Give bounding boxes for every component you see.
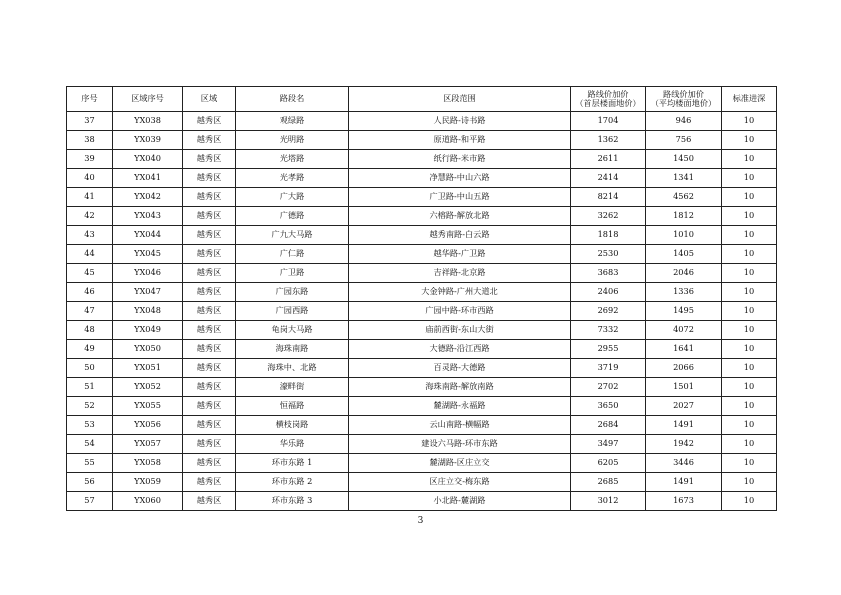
cell-road: 光塔路 <box>236 150 349 169</box>
table-row <box>67 150 777 169</box>
column-header-road <box>236 87 349 112</box>
table-row <box>67 473 777 492</box>
cell-district: 越秀区 <box>183 226 236 245</box>
cell-range: 人民路-诗书路 <box>349 112 571 131</box>
cell-price_avg: 1491 <box>646 416 722 435</box>
table-row <box>67 207 777 226</box>
cell-depth: 10 <box>722 207 777 226</box>
table-body <box>67 112 777 511</box>
cell-depth: 10 <box>722 169 777 188</box>
cell-district: 越秀区 <box>183 321 236 340</box>
cell-range: 广卫路-中山五路 <box>349 188 571 207</box>
cell-road: 龟岗大马路 <box>236 321 349 340</box>
cell-seq: 44 <box>67 245 113 264</box>
column-header-range <box>349 87 571 112</box>
cell-price_ground: 3497 <box>571 435 646 454</box>
cell-depth: 10 <box>722 340 777 359</box>
cell-price_ground: 2406 <box>571 283 646 302</box>
table-row <box>67 188 777 207</box>
cell-range: 庙前西街-东山大街 <box>349 321 571 340</box>
cell-seq: 49 <box>67 340 113 359</box>
cell-range: 云山南路-横幅路 <box>349 416 571 435</box>
cell-price_avg: 1341 <box>646 169 722 188</box>
cell-code: YX056 <box>113 416 183 435</box>
cell-price_ground: 3650 <box>571 397 646 416</box>
table-row <box>67 378 777 397</box>
table-row <box>67 169 777 188</box>
cell-district: 越秀区 <box>183 473 236 492</box>
cell-depth: 10 <box>722 378 777 397</box>
cell-road: 观绿路 <box>236 112 349 131</box>
cell-range: 广园中路-环市西路 <box>349 302 571 321</box>
cell-range: 麓湖路-永福路 <box>349 397 571 416</box>
cell-depth: 10 <box>722 416 777 435</box>
table-row <box>67 454 777 473</box>
cell-depth: 10 <box>722 150 777 169</box>
table-row <box>67 264 777 283</box>
cell-price_avg: 946 <box>646 112 722 131</box>
cell-district: 越秀区 <box>183 416 236 435</box>
table-row <box>67 112 777 131</box>
cell-depth: 10 <box>722 226 777 245</box>
cell-seq: 39 <box>67 150 113 169</box>
cell-road: 濠畔街 <box>236 378 349 397</box>
cell-road: 海珠南路 <box>236 340 349 359</box>
cell-price_avg: 1495 <box>646 302 722 321</box>
cell-depth: 10 <box>722 454 777 473</box>
table-row <box>67 226 777 245</box>
cell-seq: 56 <box>67 473 113 492</box>
cell-depth: 10 <box>722 302 777 321</box>
cell-price_avg: 1450 <box>646 150 722 169</box>
cell-price_ground: 2684 <box>571 416 646 435</box>
cell-seq: 46 <box>67 283 113 302</box>
table-row <box>67 435 777 454</box>
cell-depth: 10 <box>722 283 777 302</box>
cell-code: YX043 <box>113 207 183 226</box>
cell-range: 麓湖路-区庄立交 <box>349 454 571 473</box>
cell-district: 越秀区 <box>183 359 236 378</box>
cell-road: 广大路 <box>236 188 349 207</box>
column-header-code-line: 区域序号 <box>131 93 164 104</box>
cell-code: YX048 <box>113 302 183 321</box>
cell-district: 越秀区 <box>183 340 236 359</box>
cell-code: YX059 <box>113 473 183 492</box>
cell-code: YX047 <box>113 283 183 302</box>
cell-depth: 10 <box>722 473 777 492</box>
cell-range: 大德路-沿江西路 <box>349 340 571 359</box>
cell-price_avg: 3446 <box>646 454 722 473</box>
page-number: 3 <box>417 516 424 526</box>
table-row <box>67 131 777 150</box>
cell-code: YX039 <box>113 131 183 150</box>
cell-code: YX041 <box>113 169 183 188</box>
cell-depth: 10 <box>722 264 777 283</box>
cell-road: 广仁路 <box>236 245 349 264</box>
cell-district: 越秀区 <box>183 283 236 302</box>
cell-seq: 41 <box>67 188 113 207</box>
table-row <box>67 283 777 302</box>
column-header-district <box>183 87 236 112</box>
cell-price_ground: 3683 <box>571 264 646 283</box>
cell-range: 纸行路-米市路 <box>349 150 571 169</box>
cell-range: 吉祥路-北京路 <box>349 264 571 283</box>
cell-district: 越秀区 <box>183 397 236 416</box>
header-row <box>67 87 777 112</box>
cell-price_ground: 2611 <box>571 150 646 169</box>
cell-price_avg: 1491 <box>646 473 722 492</box>
table-row <box>67 492 777 511</box>
cell-district: 越秀区 <box>183 188 236 207</box>
cell-road: 广园东路 <box>236 283 349 302</box>
cell-district: 越秀区 <box>183 131 236 150</box>
cell-code: YX042 <box>113 188 183 207</box>
cell-depth: 10 <box>722 112 777 131</box>
table-row <box>67 245 777 264</box>
table-row <box>67 302 777 321</box>
cell-price_ground: 7332 <box>571 321 646 340</box>
road-price-table <box>66 86 777 511</box>
cell-road: 广德路 <box>236 207 349 226</box>
cell-road: 恒福路 <box>236 397 349 416</box>
cell-depth: 10 <box>722 188 777 207</box>
column-header-price_avg-line: （平均楼面地价） <box>650 98 717 108</box>
cell-district: 越秀区 <box>183 169 236 188</box>
cell-range: 六榕路-解放北路 <box>349 207 571 226</box>
table-header <box>67 87 777 112</box>
cell-road: 广卫路 <box>236 264 349 283</box>
column-header-road-line: 路段名 <box>279 93 305 104</box>
table-row <box>67 416 777 435</box>
cell-seq: 51 <box>67 378 113 397</box>
cell-road: 环市东路 3 <box>236 492 349 511</box>
cell-code: YX044 <box>113 226 183 245</box>
cell-road: 光孝路 <box>236 169 349 188</box>
cell-district: 越秀区 <box>183 378 236 397</box>
cell-seq: 40 <box>67 169 113 188</box>
cell-seq: 57 <box>67 492 113 511</box>
table-row <box>67 321 777 340</box>
cell-district: 越秀区 <box>183 207 236 226</box>
cell-district: 越秀区 <box>183 435 236 454</box>
cell-code: YX049 <box>113 321 183 340</box>
cell-range: 越华路-广卫路 <box>349 245 571 264</box>
cell-seq: 38 <box>67 131 113 150</box>
cell-price_ground: 2955 <box>571 340 646 359</box>
cell-code: YX058 <box>113 454 183 473</box>
cell-price_avg: 4562 <box>646 188 722 207</box>
cell-range: 越秀南路-白云路 <box>349 226 571 245</box>
cell-seq: 47 <box>67 302 113 321</box>
cell-price_ground: 2702 <box>571 378 646 397</box>
column-header-seq <box>67 87 113 112</box>
cell-price_avg: 2066 <box>646 359 722 378</box>
column-header-price_ground <box>571 87 646 112</box>
cell-road: 华乐路 <box>236 435 349 454</box>
cell-district: 越秀区 <box>183 245 236 264</box>
column-header-price_avg-line: 路线价加价 <box>663 88 704 99</box>
column-header-price_avg <box>646 87 722 112</box>
cell-depth: 10 <box>722 321 777 340</box>
cell-price_avg: 756 <box>646 131 722 150</box>
cell-price_ground: 2692 <box>571 302 646 321</box>
cell-district: 越秀区 <box>183 264 236 283</box>
cell-road: 环市东路 2 <box>236 473 349 492</box>
cell-price_avg: 4072 <box>646 321 722 340</box>
cell-price_ground: 1362 <box>571 131 646 150</box>
cell-price_avg: 2027 <box>646 397 722 416</box>
cell-district: 越秀区 <box>183 150 236 169</box>
cell-price_ground: 2414 <box>571 169 646 188</box>
cell-price_avg: 2046 <box>646 264 722 283</box>
cell-price_avg: 1641 <box>646 340 722 359</box>
cell-road: 海珠中、北路 <box>236 359 349 378</box>
cell-seq: 55 <box>67 454 113 473</box>
cell-price_avg: 1673 <box>646 492 722 511</box>
cell-seq: 50 <box>67 359 113 378</box>
cell-price_ground: 6205 <box>571 454 646 473</box>
cell-depth: 10 <box>722 245 777 264</box>
cell-price_avg: 1501 <box>646 378 722 397</box>
cell-district: 越秀区 <box>183 454 236 473</box>
cell-price_ground: 2685 <box>571 473 646 492</box>
cell-price_ground: 3719 <box>571 359 646 378</box>
cell-district: 越秀区 <box>183 112 236 131</box>
cell-range: 建设六马路-环市东路 <box>349 435 571 454</box>
cell-seq: 48 <box>67 321 113 340</box>
cell-seq: 54 <box>67 435 113 454</box>
cell-price_avg: 1942 <box>646 435 722 454</box>
cell-range: 海珠南路-解放南路 <box>349 378 571 397</box>
cell-price_ground: 3012 <box>571 492 646 511</box>
cell-depth: 10 <box>722 131 777 150</box>
cell-range: 原道路-和平路 <box>349 131 571 150</box>
cell-range: 百灵路-大德路 <box>349 359 571 378</box>
column-header-price_ground-line: 路线价加价 <box>587 88 629 99</box>
table-row <box>67 340 777 359</box>
cell-price_avg: 1405 <box>646 245 722 264</box>
cell-code: YX060 <box>113 492 183 511</box>
cell-code: YX050 <box>113 340 183 359</box>
cell-seq: 45 <box>67 264 113 283</box>
cell-range: 大金钟路-广州大道北 <box>349 283 571 302</box>
cell-range: 区庄立交-梅东路 <box>349 473 571 492</box>
column-header-depth <box>722 87 777 112</box>
column-header-range-line: 区段范围 <box>443 93 476 104</box>
cell-range: 净慧路-中山六路 <box>349 169 571 188</box>
cell-depth: 10 <box>722 397 777 416</box>
column-header-price_ground-line: （首层楼面地价） <box>575 98 641 108</box>
cell-price_ground: 1818 <box>571 226 646 245</box>
cell-price_avg: 1812 <box>646 207 722 226</box>
cell-code: YX038 <box>113 112 183 131</box>
cell-code: YX057 <box>113 435 183 454</box>
cell-seq: 43 <box>67 226 113 245</box>
column-header-code <box>113 87 183 112</box>
cell-depth: 10 <box>722 435 777 454</box>
cell-code: YX046 <box>113 264 183 283</box>
cell-price_ground: 3262 <box>571 207 646 226</box>
table-row <box>67 397 777 416</box>
cell-code: YX052 <box>113 378 183 397</box>
cell-price_ground: 1704 <box>571 112 646 131</box>
cell-price_avg: 1336 <box>646 283 722 302</box>
table-row <box>67 359 777 378</box>
column-header-seq-line: 序号 <box>81 93 98 104</box>
cell-code: YX055 <box>113 397 183 416</box>
column-header-depth-line: 标准进深 <box>732 93 766 104</box>
cell-road: 横枝岗路 <box>236 416 349 435</box>
cell-seq: 42 <box>67 207 113 226</box>
cell-road: 光明路 <box>236 131 349 150</box>
cell-depth: 10 <box>722 492 777 511</box>
cell-code: YX040 <box>113 150 183 169</box>
cell-seq: 52 <box>67 397 113 416</box>
cell-range: 小北路-麓湖路 <box>349 492 571 511</box>
cell-price_ground: 2530 <box>571 245 646 264</box>
cell-depth: 10 <box>722 359 777 378</box>
cell-code: YX045 <box>113 245 183 264</box>
cell-price_ground: 8214 <box>571 188 646 207</box>
cell-road: 广九大马路 <box>236 226 349 245</box>
cell-road: 环市东路 1 <box>236 454 349 473</box>
column-header-district-line: 区域 <box>200 93 218 104</box>
cell-code: YX051 <box>113 359 183 378</box>
cell-price_avg: 1010 <box>646 226 722 245</box>
cell-district: 越秀区 <box>183 302 236 321</box>
cell-district: 越秀区 <box>183 492 236 511</box>
cell-road: 广园西路 <box>236 302 349 321</box>
cell-seq: 53 <box>67 416 113 435</box>
cell-seq: 37 <box>67 112 113 131</box>
